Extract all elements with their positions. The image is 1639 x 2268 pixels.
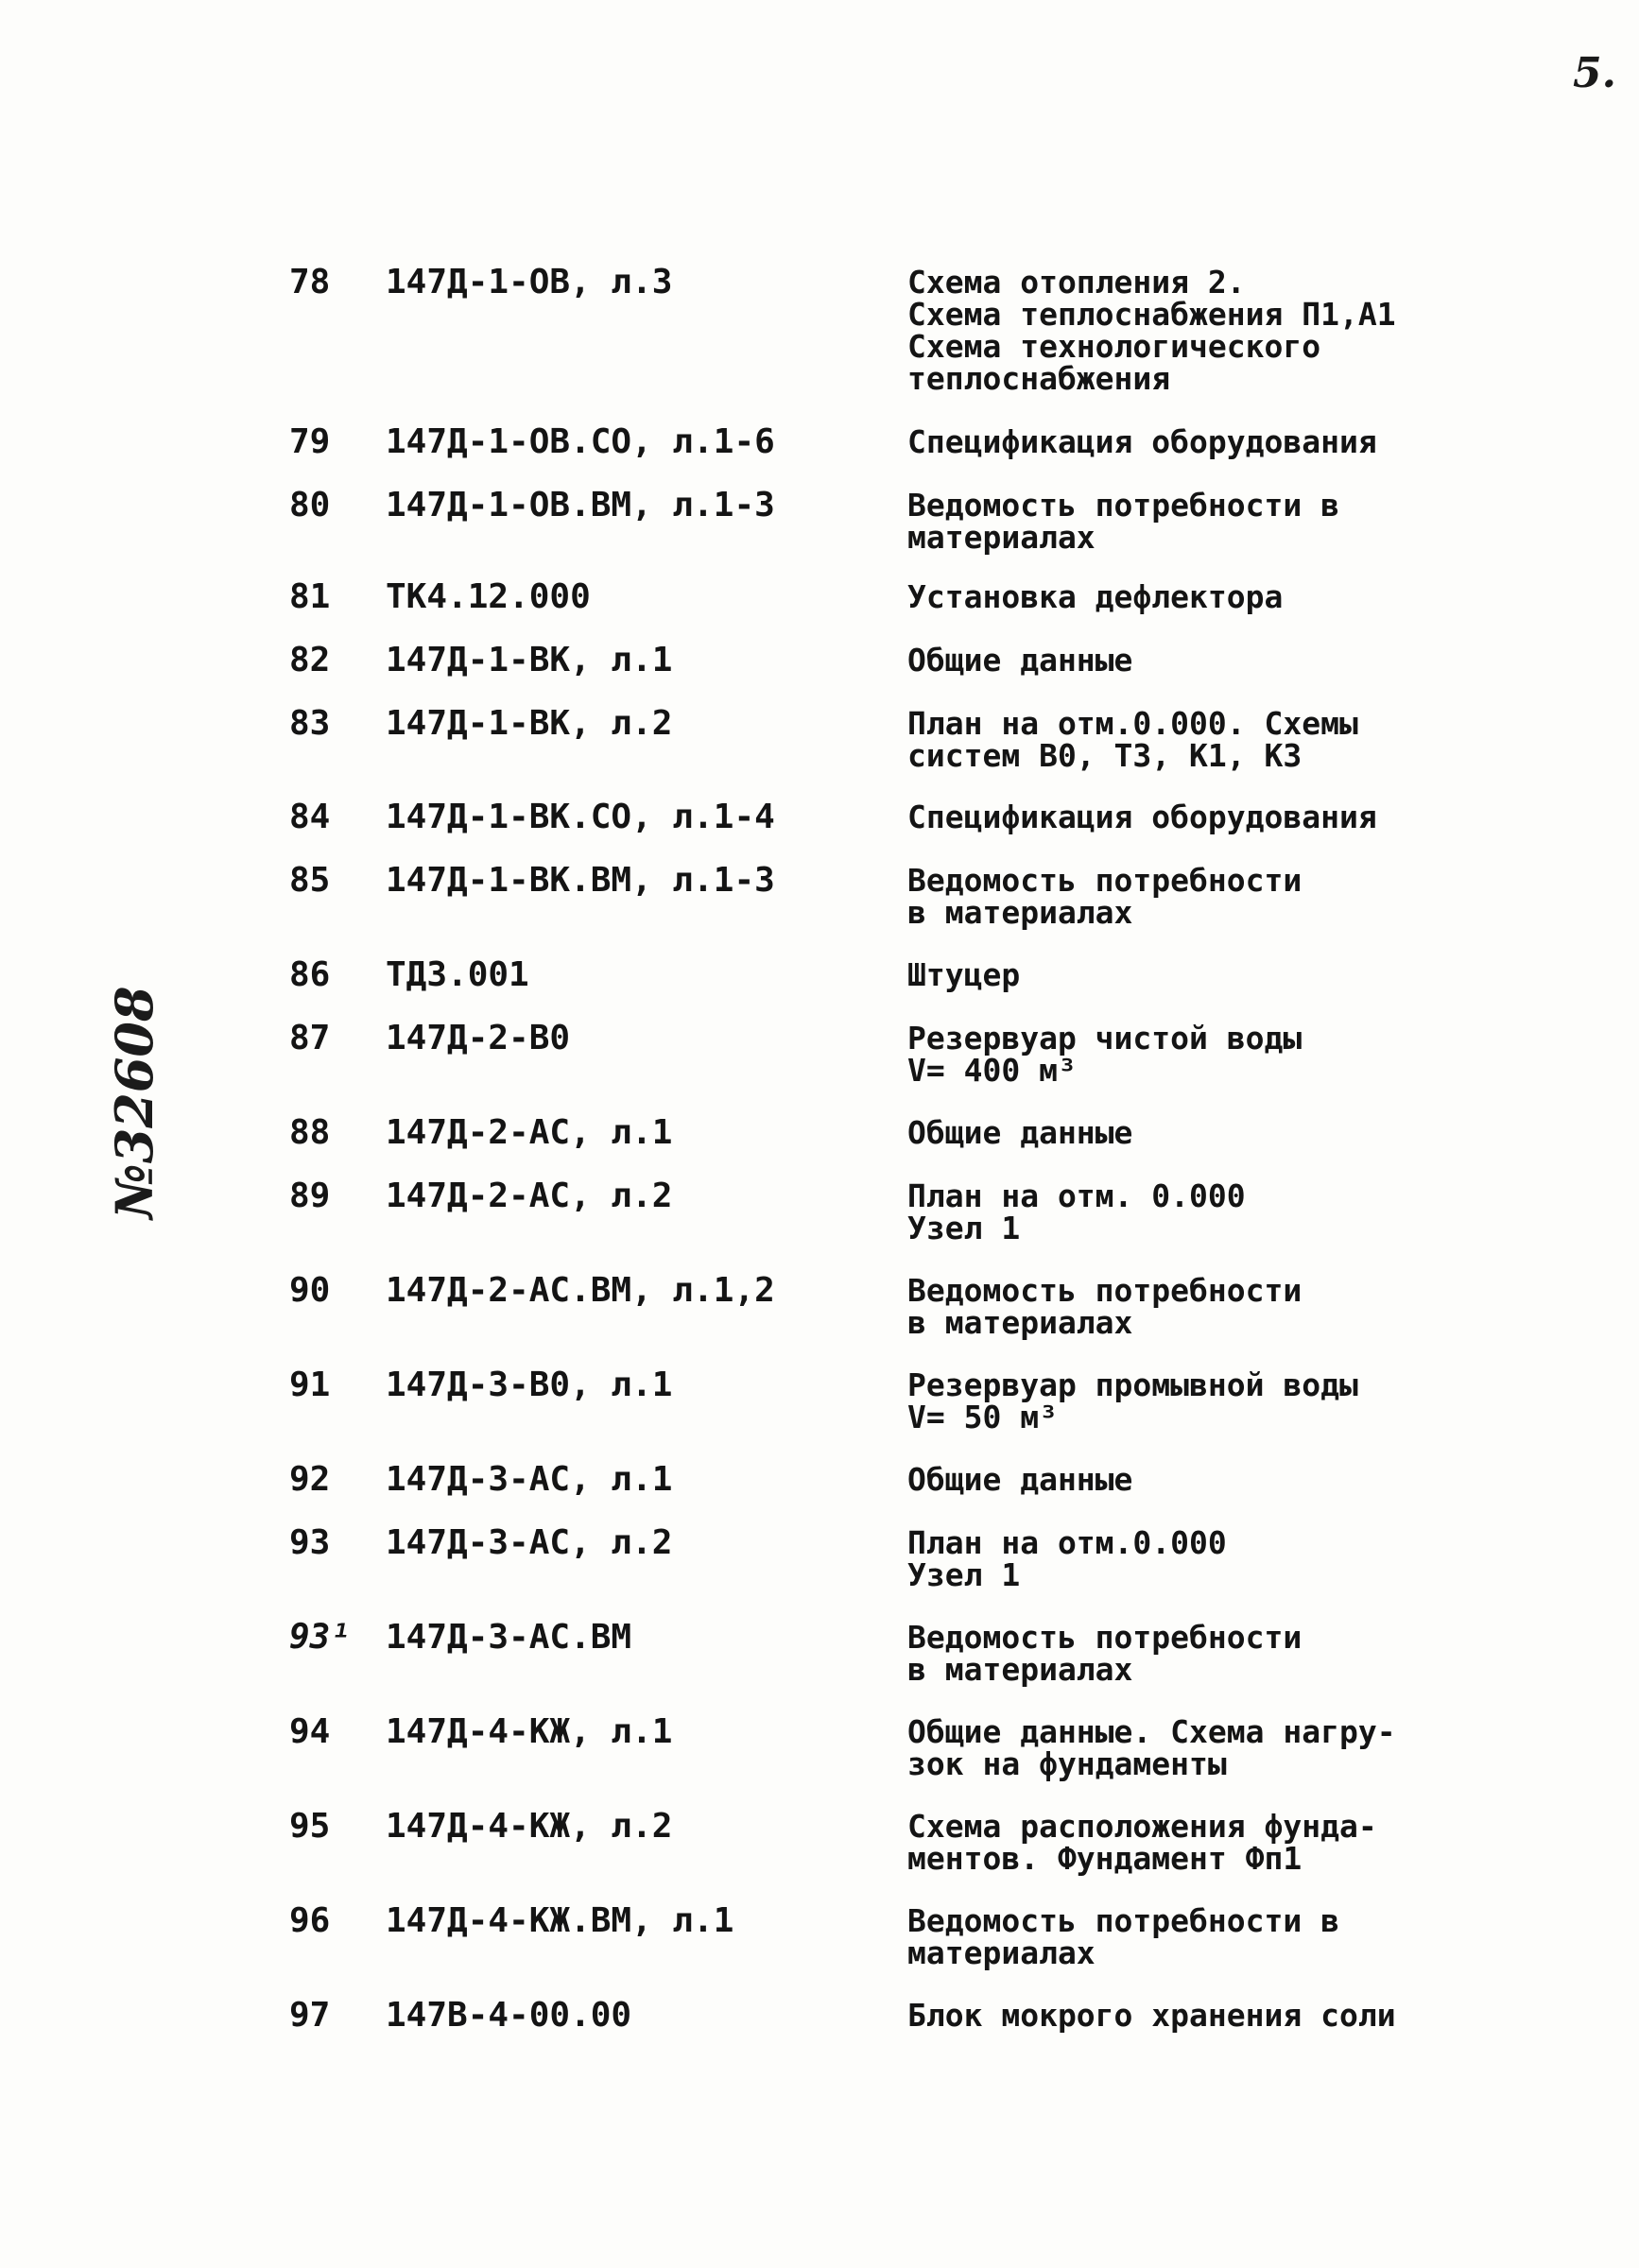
title-line: Схема теплоснабжения П1,А1 (907, 296, 1396, 333)
document-code: 147Д-1-ВК.СО, л.1-4 (386, 798, 775, 836)
document-title (907, 1619, 1437, 1688)
item-number: 90 (289, 1271, 331, 1310)
item-number: 96 (289, 1901, 331, 1940)
document-title (907, 1997, 1437, 2034)
document-title (907, 1022, 1437, 1087)
item-number: 83 (289, 704, 331, 743)
item-number: 95 (289, 1807, 331, 1846)
item-number: 84 (289, 798, 331, 836)
document-code: 147Д-2-АС, л.1 (386, 1113, 673, 1152)
document-code: 147Д-4-КЖ, л.2 (386, 1807, 673, 1846)
document-code: 147Д-2-АС.ВМ, л.1,2 (386, 1271, 775, 1310)
title-line: Общие данные (907, 642, 1133, 679)
document-title (907, 1713, 1437, 1782)
title-line: Резервуар чистой воды (907, 1020, 1303, 1057)
item-number: 86 (289, 955, 331, 994)
document-code: 147Д-3-АС, л.1 (386, 1460, 673, 1499)
document-title (907, 705, 1437, 774)
document-title (907, 487, 1437, 556)
document-title (907, 578, 1437, 615)
handwritten-margin-note: №32608 (104, 986, 164, 1219)
title-line: Общие данные (907, 1461, 1133, 1498)
title-line: материалах (907, 519, 1096, 556)
title-line: Резервуар промывной воды (907, 1366, 1358, 1403)
item-number: 87 (289, 1019, 331, 1057)
title-line: Общие данные (907, 1114, 1133, 1151)
title-line: Штуцер (907, 956, 1021, 993)
title-line: теплоснабжения (907, 360, 1171, 397)
title-line: V= 50 м³ (907, 1399, 1058, 1435)
document-code: 147Д-3-В0, л.1 (386, 1366, 673, 1404)
item-number: 92 (289, 1460, 331, 1499)
item-number: 80 (289, 486, 331, 524)
title-line: Ведомость потребности (907, 1619, 1303, 1656)
title-line: ментов. Фундамент Фп1 (907, 1840, 1303, 1877)
title-line: Ведомость потребности в (907, 1902, 1339, 1939)
document-code: 147Д-2-В0 (386, 1019, 571, 1057)
title-line: Установка дефлектора (907, 578, 1284, 615)
document-title (907, 266, 1437, 395)
item-number: 94 (289, 1712, 331, 1751)
document-title (907, 956, 1437, 993)
document-code: 147Д-1-ОВ.СО, л.1-6 (386, 422, 775, 461)
title-line: Блок мокрого хранения соли (907, 1997, 1396, 2034)
document-title (907, 1461, 1437, 1498)
title-line: План на отм. 0.000 (907, 1177, 1246, 1214)
title-line: в материалах (907, 1304, 1133, 1341)
item-number: 91 (289, 1366, 331, 1404)
document-code: 147Д-4-КЖ.ВМ, л.1 (386, 1901, 734, 1940)
document-title (907, 862, 1437, 931)
title-line: Узел 1 (907, 1210, 1021, 1246)
title-line: Схема отопления 2. (907, 264, 1246, 301)
document-code: 147Д-3-АС.ВМ (386, 1618, 632, 1657)
document-code: 147Д-1-ВК.ВМ, л.1-3 (386, 861, 775, 900)
document-title (907, 1524, 1437, 1593)
document-code: 147Д-1-ВК, л.1 (386, 641, 673, 679)
item-number: 82 (289, 641, 331, 679)
document-code: 147Д-1-ВК, л.2 (386, 704, 673, 743)
document-code: 147В-4-00.00 (386, 1996, 632, 2035)
document-code: 147Д-4-КЖ, л.1 (386, 1712, 673, 1751)
item-number: 85 (289, 861, 331, 900)
document-code: 147Д-1-ОВ.ВМ, л.1-3 (386, 486, 775, 524)
document-code: 147Д-3-АС, л.2 (386, 1523, 673, 1562)
title-line: Ведомость потребности в (907, 487, 1339, 524)
item-number: 81 (289, 577, 331, 616)
title-line: в материалах (907, 1651, 1133, 1688)
document-title (907, 1114, 1437, 1151)
page-number: 5. (1573, 49, 1616, 97)
title-line: Схема расположения фунда- (907, 1808, 1377, 1845)
title-line: План на отм.0.000 (907, 1524, 1227, 1561)
document-code: 147Д-2-АС, л.2 (386, 1177, 673, 1215)
title-line: V= 400 м³ (907, 1052, 1077, 1089)
title-line: План на отм.0.000. Схемы (907, 705, 1358, 742)
title-line: систем В0, Т3, К1, К3 (907, 737, 1303, 774)
document-title (907, 1272, 1437, 1341)
document-title (907, 423, 1437, 460)
item-number: 97 (289, 1996, 331, 2035)
item-number: 89 (289, 1177, 331, 1215)
document-code: ТД3.001 (386, 955, 529, 994)
item-number: 88 (289, 1113, 331, 1152)
document-title (907, 1902, 1437, 1971)
item-number: 93 (289, 1523, 331, 1562)
document-title (907, 1808, 1437, 1877)
document-code: 147Д-1-ОВ, л.3 (386, 263, 673, 301)
title-line: Общие данные. Схема нагру- (907, 1713, 1396, 1750)
title-line: Ведомость потребности (907, 862, 1303, 899)
document-title (907, 1177, 1437, 1246)
document-code: ТК4.12.000 (386, 577, 591, 616)
document-title (907, 1366, 1437, 1435)
title-line: Спецификация оборудования (907, 423, 1377, 460)
document-title (907, 644, 1437, 677)
item-number: 93¹ (289, 1618, 352, 1657)
title-line: Ведомость потребности (907, 1272, 1303, 1309)
title-line: в материалах (907, 894, 1133, 931)
title-line: зок на фундаменты (907, 1745, 1227, 1782)
document-title (907, 801, 1437, 833)
title-line: Схема технологического (907, 328, 1321, 365)
title-line: Спецификация оборудования (907, 799, 1377, 835)
title-line: Узел 1 (907, 1556, 1021, 1593)
title-line: материалах (907, 1934, 1096, 1971)
item-number: 78 (289, 263, 331, 301)
item-number: 79 (289, 422, 331, 461)
